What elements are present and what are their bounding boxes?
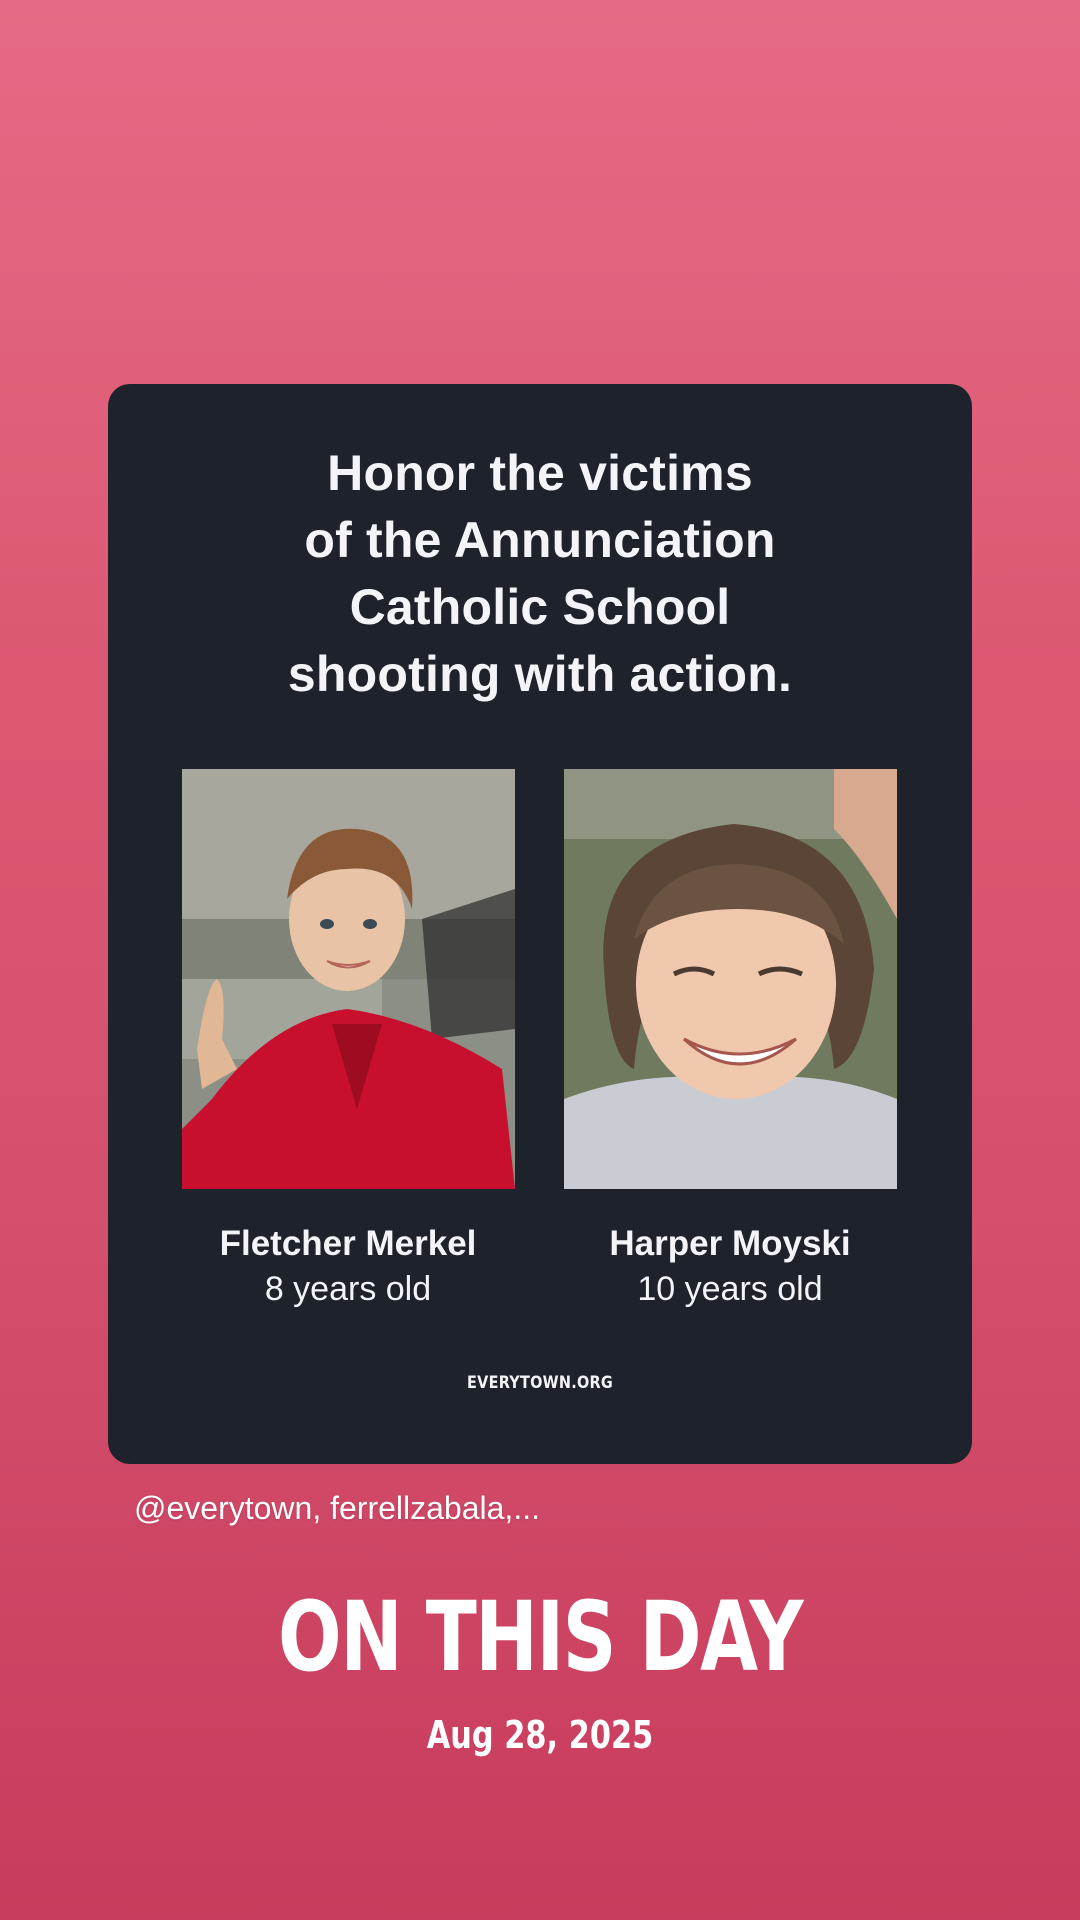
memory-date: Aug 28, 2025 [426,1713,654,1757]
mention-link[interactable]: @everytown, ferrellzabala,... [134,1490,540,1526]
victim-caption-2 [540,1222,920,1312]
headline-line-4: shooting with action. [287,646,793,702]
victim-photo-1 [182,769,515,1189]
boy-portrait-image [182,769,515,1189]
headline-line-3: Catholic School [349,579,731,635]
victim-age: 10 years old [637,1270,823,1308]
victim-name: Fletcher Merkel [219,1224,477,1263]
victim-age: 8 years old [264,1270,432,1308]
shared-post-card[interactable] [108,384,972,1464]
headline-line-1: Honor the victims [327,445,753,501]
victim-name: Harper Moyski [609,1224,851,1263]
card-headline [108,440,972,708]
victim-photos [182,769,898,1189]
victim-caption-1 [158,1222,538,1312]
headline-line-2: of the Annunciation [304,512,776,568]
victim-photo-2 [564,769,897,1189]
girl-portrait-image [564,769,897,1189]
card-source-label: EVERYTOWN.ORG [467,1373,613,1393]
on-this-day-title: ON THIS DAY [277,1581,802,1693]
